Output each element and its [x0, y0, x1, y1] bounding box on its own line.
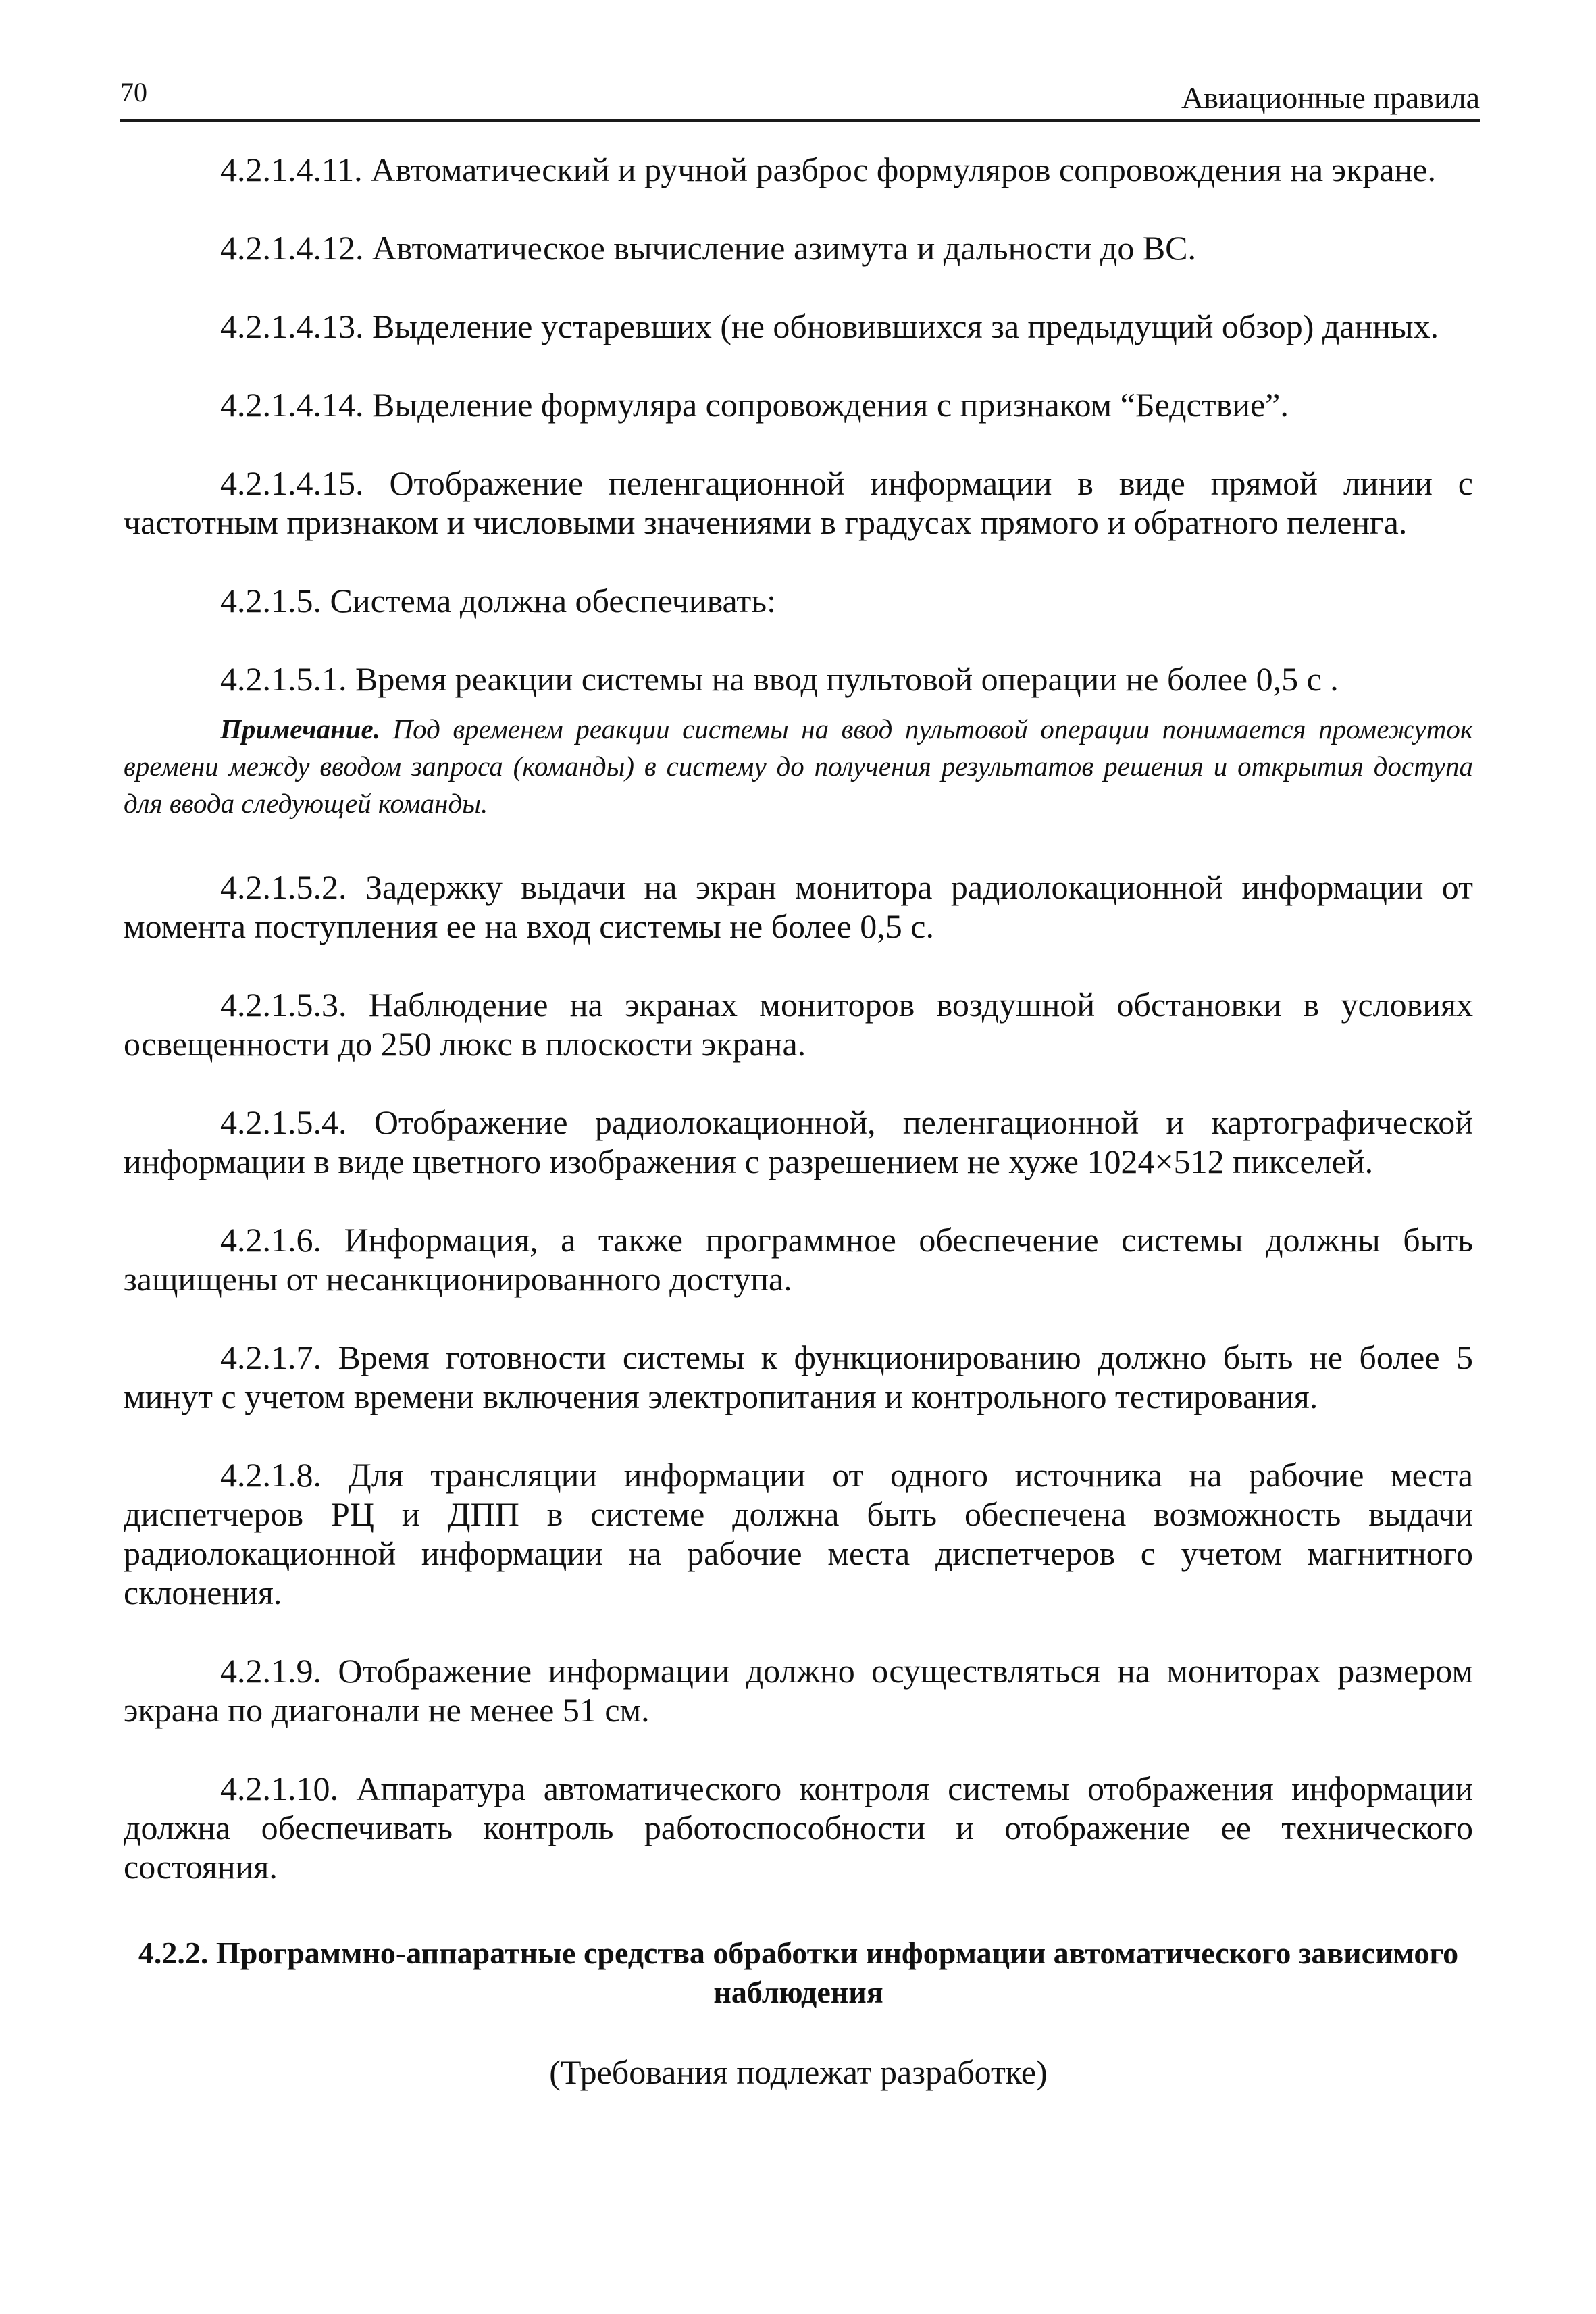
page-body	[124, 150, 1473, 2092]
page-number: 70	[120, 77, 147, 107]
note-label: Примечание.	[220, 713, 380, 745]
running-title: Авиационные правила	[1181, 80, 1480, 115]
section-heading-4-2-2: 4.2.2. Программно-аппаратные средства обработки информации автоматического зависимого наблюдения	[138, 1936, 1459, 2009]
clause-4-2-1-5-2: 4.2.1.5.2. Задержку выдачи на экран монитора радиолокационной информации от момента поступления ее на вход системы не более 0,5 с.	[124, 868, 1473, 945]
clause-4-2-1-4-12: 4.2.1.4.12. Автоматическое вычисление азимута и дальности до ВС.	[220, 229, 1197, 267]
clause-4-2-1-4-11: 4.2.1.4.11. Автоматический и ручной разброс формуляров сопровождения на экране.	[220, 151, 1436, 188]
clause-4-2-1-4-14: 4.2.1.4.14. Выделение формуляра сопровождения с признаком “Бедствие”.	[220, 386, 1289, 424]
clause-4-2-1-4-13: 4.2.1.4.13. Выделение устаревших (не обновившихся за предыдущий обзор) данных.	[220, 307, 1439, 345]
clause-4-2-1-10: 4.2.1.10. Аппаратура автоматического контроля системы отображения информации должна обеспечивать контроль работоспособности и отображение ее технического состояния.	[124, 1769, 1473, 1886]
clause-4-2-1-5-3: 4.2.1.5.3. Наблюдение на экранах мониторов воздушной обстановки в условиях освещенности до 250 люкс в плоскости экрана.	[124, 986, 1473, 1063]
clause-4-2-1-5: 4.2.1.5. Система должна обеспечивать:	[220, 582, 776, 620]
clause-4-2-1-4-15: 4.2.1.4.15. Отображение пеленгационной информации в виде прямой линии с частотным признаком и числовыми значениями в градусах прямого и обратного пеленга.	[124, 464, 1473, 541]
clause-4-2-1-5-1: 4.2.1.5.1. Время реакции системы на ввод пультовой операции не более 0,5 с .	[220, 660, 1339, 698]
clause-4-2-1-7: 4.2.1.7. Время готовности системы к функционированию должно быть не более 5 минут с учетом времени включения электропитания и контрольного тестирования.	[124, 1338, 1473, 1415]
clause-4-2-1-8: 4.2.1.8. Для трансляции информации от одного источника на рабочие места диспетчеров РЦ и ДПП в системе должна быть обеспечена возможность выдачи радиолокационной информации на рабочие места диспетчеров с учетом магнитного склонения.	[124, 1456, 1473, 1611]
clause-4-2-1-9: 4.2.1.9. Отображение информации должно осуществляться на мониторах размером экрана по диагонали не менее 51 см.	[124, 1652, 1473, 1729]
note-paragraph	[124, 711, 1473, 822]
page-header	[120, 76, 1480, 122]
note-text: Под временем реакции системы на ввод пультовой операции понимается промежуток времени между вводом запроса (команды) в систему до получения результатов решения и открытия доступа для ввода следующей команды.	[124, 713, 1474, 819]
clause-4-2-1-5-4: 4.2.1.5.4. Отображение радиолокационной, пеленгационной и картографической информации в виде цветного изображения с разрешением не хуже 1024×512 пикселей.	[124, 1103, 1473, 1180]
section-status: (Требования подлежат разработке)	[549, 2053, 1048, 2091]
clause-4-2-1-6: 4.2.1.6. Информация, а также программное обеспечение системы должны быть защищены от несанкционированного доступа.	[124, 1221, 1473, 1298]
